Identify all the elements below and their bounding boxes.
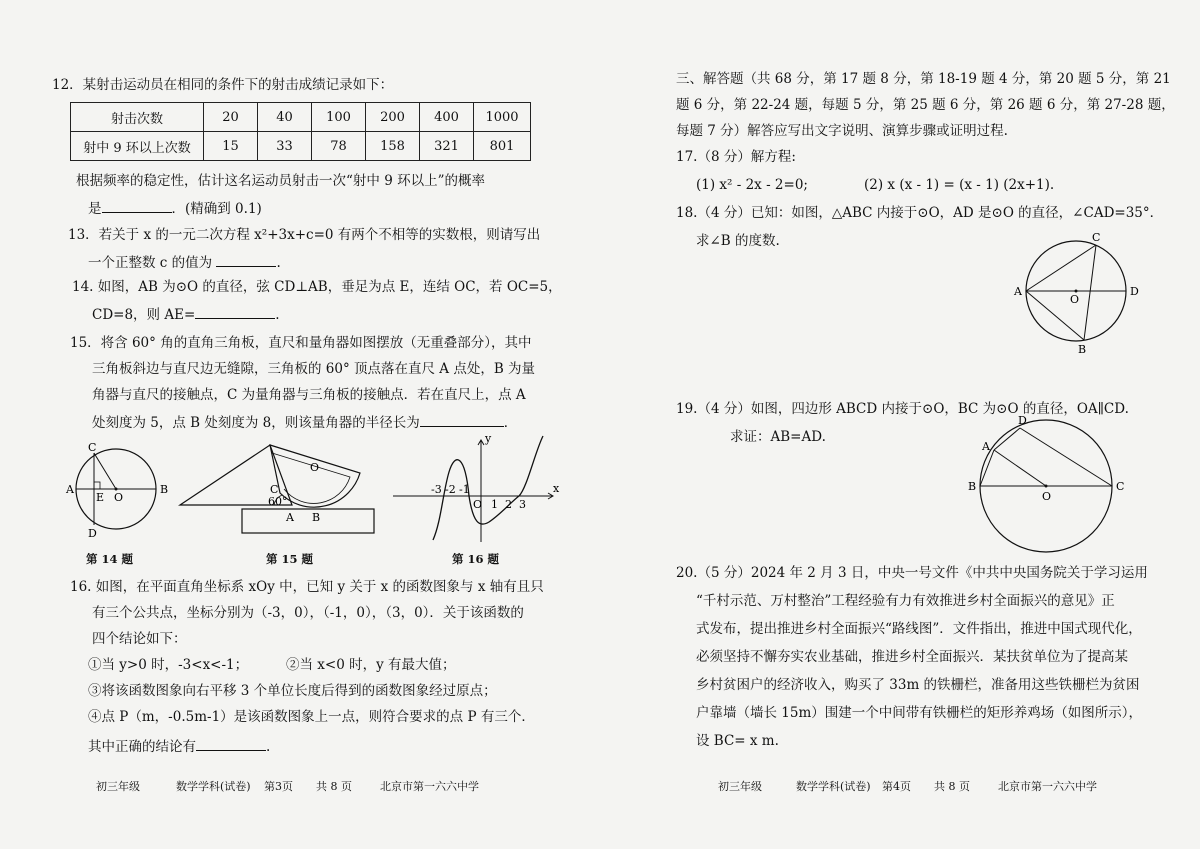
tick-neg3: -3 <box>431 483 442 496</box>
label-60deg: 60° <box>268 495 288 508</box>
tick-2: 2 <box>505 498 512 511</box>
footer-total: 共 8 页 <box>316 780 352 793</box>
q16-line1: 16. 如图，在平面直角坐标系 xOy 中，已知 y 关于 x 的函数图象与 x 轴有且只 <box>70 579 544 595</box>
footer-school: 北京市第一六六中学 <box>380 780 479 793</box>
table-cell: 100 <box>312 103 366 132</box>
footer-subject: 数学学科(试卷) <box>796 780 871 793</box>
q20-line7: 设 BC= x m. <box>696 733 779 749</box>
footer-page: 第4页 <box>882 780 911 793</box>
q15-line4-text: 处刻度为 5，点 B 处刻度为 8，则该量角器的半径长为 <box>92 415 420 431</box>
figure-16 <box>393 432 563 547</box>
q16-line2: 有三个公共点，坐标分别为（-3，0），（-1，0），（3，0）．关于该函数的 <box>92 605 524 621</box>
label-d: D <box>88 527 97 540</box>
answer-blank-14[interactable] <box>195 304 275 319</box>
table-cell: 33 <box>258 132 312 161</box>
q16-conclusion-1: ①当 y>0 时，-3<x<-1； <box>88 657 249 673</box>
label-a: A <box>1014 285 1022 298</box>
q18-line2: 求∠B 的度数. <box>696 233 780 249</box>
footer-total: 共 8 页 <box>934 780 970 793</box>
q12-line3-a: 是 <box>88 201 102 217</box>
figure-15 <box>170 433 380 543</box>
label-y: y <box>485 432 492 445</box>
tick-neg2: -2 <box>445 483 456 496</box>
q14-line2: CD=8，则 AE= . <box>92 304 280 324</box>
q12-line2: 根据频率的稳定性，估计这名运动员射击一次“射中 9 环以上”的概率 <box>76 173 485 189</box>
label-c: C <box>270 483 279 496</box>
q13-line2-text: 一个正整数 c 的值为 <box>88 255 213 271</box>
q14-line1: 14. 如图，AB 为⊙O 的直径，弦 CD⊥AB，垂足为点 E，连结 OC，若 OC=5， <box>72 279 562 295</box>
figure-19 <box>968 414 1130 520</box>
label-b: B <box>160 483 169 496</box>
table-cell: 321 <box>420 132 474 161</box>
q15-line1: 15．将含 60° 角的直角三角板，直尺和量角器如图摆放（无重叠部分），其中 <box>70 335 532 351</box>
q20-line2: “千村示范、万村整治”工程经验有力有效推进乡村全面振兴的意见》正 <box>696 593 1115 609</box>
table-cell: 158 <box>366 132 420 161</box>
q17-part1: (1) x² - 2x - 2=0; <box>696 177 808 193</box>
q16-conclusion-2: ②当 x<0 时，y 有最大值； <box>286 657 456 673</box>
q19-line2: 求证：AB=AD. <box>730 429 826 445</box>
label-c: C <box>1116 480 1125 493</box>
table-cell: 射中 9 环以上次数 <box>71 132 204 161</box>
table-row <box>71 103 531 132</box>
footer-school: 北京市第一六六中学 <box>998 780 1097 793</box>
q13-line2: 一个正整数 c 的值为 . <box>88 252 281 272</box>
table-row <box>71 132 531 161</box>
q16-conclusion-4: ④点 P（m，-0.5m-1）是该函数图象上一点，则符合要求的点 P 有三个． <box>88 709 535 725</box>
q20-line4: 必须坚持不懈夯实农业基础，推进乡村全面振兴．某扶贫单位为了提高某 <box>696 649 1128 665</box>
tick-neg1: -1 <box>459 483 470 496</box>
table-cell: 801 <box>474 132 531 161</box>
label-d: D <box>1130 285 1139 298</box>
footer-subject: 数学学科(试卷) <box>176 780 251 793</box>
caption-14: 第 14 题 <box>86 552 134 566</box>
tick-3: 3 <box>519 498 526 511</box>
table-cell: 射击次数 <box>71 103 204 132</box>
q12-line3-b: ．(精确到 0.1) <box>171 201 262 217</box>
q14-line2-text: CD=8，则 AE= <box>92 307 196 323</box>
label-origin: O <box>473 498 483 511</box>
label-a: A <box>286 511 294 524</box>
answer-blank-16[interactable] <box>196 736 266 751</box>
q18-line1: 18.（4 分）已知：如图，△ABC 内接于⊙O，AD 是⊙O 的直径，∠CAD=35°． <box>676 205 1164 221</box>
q20-line6: 户靠墙（墙长 15m）围建一个中间带有铁栅栏的矩形养鸡场（如图所示）， <box>696 705 1143 721</box>
q15-line2: 三角板斜边与直尺边无缝隙，三角板的 60° 顶点落在直尺 A 点处，B 为量 <box>92 361 536 377</box>
q15-line4: 处刻度为 5，点 B 处刻度为 8，则该量角器的半径长为 ． <box>92 412 517 432</box>
table-cell: 15 <box>204 132 258 161</box>
q16-line3: 四个结论如下： <box>92 631 187 647</box>
caption-16: 第 16 题 <box>452 552 500 566</box>
label-a: A <box>66 483 74 496</box>
label-d: D <box>1018 414 1027 427</box>
q19-line1: 19.（4 分）如图，四边形 ABCD 内接于⊙O，BC 为⊙O 的直径，OA∥CD. <box>676 401 1129 417</box>
answer-blank-13[interactable] <box>216 252 276 267</box>
figure-18 <box>1014 231 1150 365</box>
section-heading-line1: 三、解答题（共 68 分，第 17 题 8 分，第 18-19 题 4 分，第 20 题 5 分，第 21 <box>676 71 1171 87</box>
footer-page: 第3页 <box>264 780 293 793</box>
q20-line5: 乡村贫困户的经济收入，购买了 33m 的铁栅栏，准备用这些铁栅栏为贫困 <box>696 677 1140 693</box>
table-cell: 200 <box>366 103 420 132</box>
section-heading-line3: 每题 7 分）解答应写出文字说明、演算步骤或证明过程. <box>676 123 1008 139</box>
q17-part2: (2) x (x - 1) = (x - 1) (2x+1). <box>864 177 1055 193</box>
q12-stem: 12．某射击运动员在相同的条件下的射击成绩记录如下： <box>52 77 394 93</box>
tick-1: 1 <box>491 498 498 511</box>
table-cell: 400 <box>420 103 474 132</box>
q20-line3: 式发布，提出推进乡村全面振兴“路线图”．文件指出，推进中国式现代化， <box>696 621 1142 637</box>
answer-blank-15[interactable] <box>420 412 504 427</box>
label-o: O <box>1042 490 1052 503</box>
table-cell: 1000 <box>474 103 531 132</box>
footer-grade: 初三年级 <box>96 780 140 793</box>
label-o: O <box>310 461 320 474</box>
label-b: B <box>968 480 977 493</box>
q16-line8: 其中正确的结论有 . <box>88 736 270 756</box>
table-cell: 40 <box>258 103 312 132</box>
table-cell: 78 <box>312 132 366 161</box>
label-b: B <box>1078 343 1087 356</box>
label-c: C <box>88 441 97 454</box>
label-e: E <box>96 491 105 504</box>
q12-line3 <box>88 198 262 218</box>
right-page <box>600 0 1200 849</box>
q15-line3: 角器与直尺的接触点，C 为量角器与三角板的接触点．若在直尺上，点 A <box>92 387 526 403</box>
table-cell: 20 <box>204 103 258 132</box>
q16-conclusion-3: ③将该函数图象向右平移 3 个单位长度后得到的函数图象经过原点； <box>88 683 497 699</box>
label-x: x <box>553 482 560 495</box>
label-c: C <box>1092 231 1101 244</box>
q13-line1: 13．若关于 x 的一元二次方程 x²+3x+c=0 有两个不相等的实数根，则请写出 <box>68 227 541 243</box>
caption-15: 第 15 题 <box>266 552 314 566</box>
q20-line1: 20.（5 分）2024 年 2 月 3 日，中央一号文件《中共中央国务院关于学习运用 <box>676 565 1148 581</box>
footer-grade: 初三年级 <box>718 780 762 793</box>
label-b: B <box>312 511 321 524</box>
section-heading-line2: 题 6 分，第 22-24 题，每题 5 分，第 25 题 6 分，第 26 题 6 分，第 27-28 题， <box>676 97 1175 113</box>
label-o: O <box>114 491 124 504</box>
label-a: A <box>982 440 990 453</box>
answer-blank-12[interactable] <box>102 198 172 213</box>
label-o: O <box>1070 293 1080 306</box>
q17-line1: 17.（8 分）解方程: <box>676 149 796 165</box>
shooting-record-table <box>70 102 531 161</box>
q16-line8-text: 其中正确的结论有 <box>88 739 196 755</box>
